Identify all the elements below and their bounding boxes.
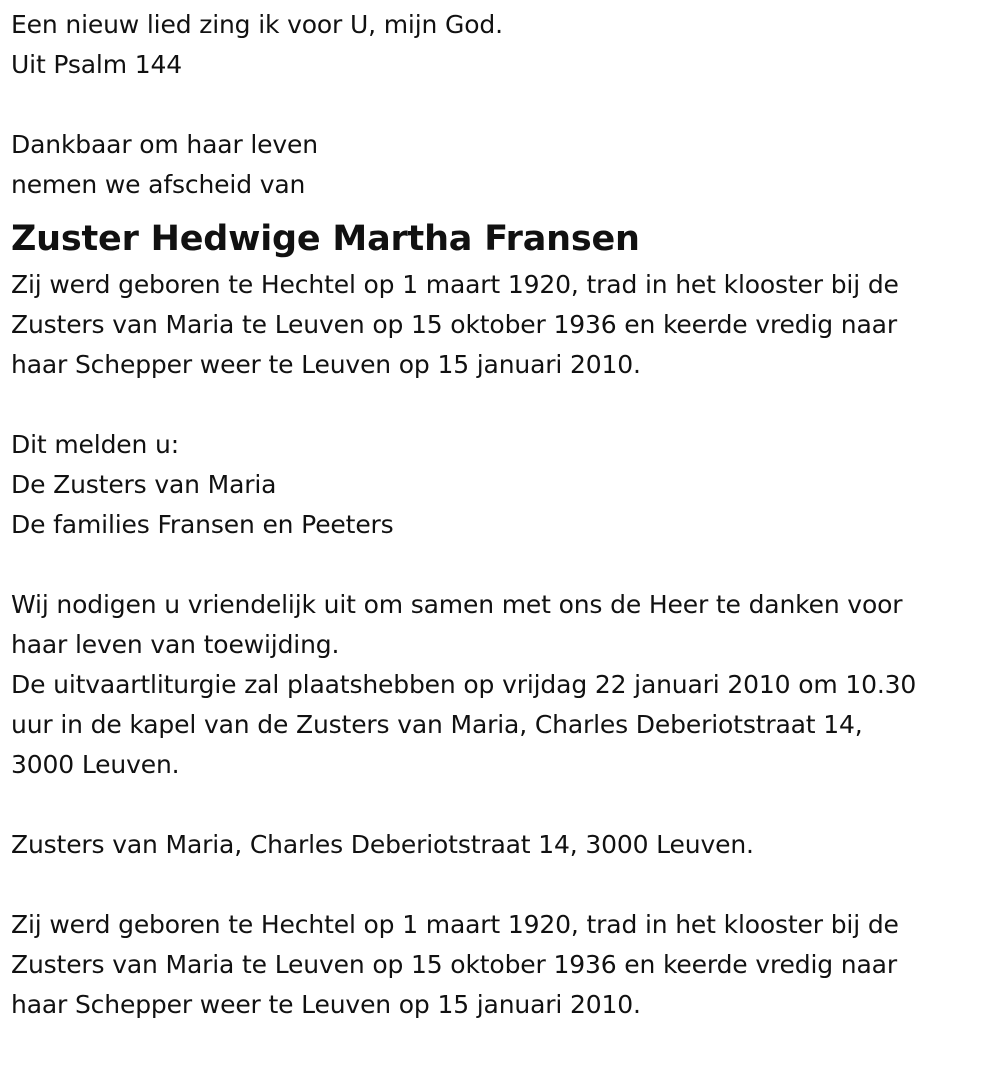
epigraph [11,5,990,85]
biography-repeat-line-3: haar Schepper weer te Leuven op 15 januari 2010. [11,990,641,1019]
announcers-heading: Dit melden u: [11,430,179,459]
biography-second [11,905,990,1025]
intro [11,125,990,205]
invitation-line-3: De uitvaartliturgie zal plaatshebben op vrijdag 22 januari 2010 om 10.30 [11,670,917,699]
invitation-line-5: 3000 Leuven. [11,750,180,779]
spacer [11,385,990,425]
biography-first [11,265,990,385]
intro-line-2: nemen we afscheid van [11,170,306,199]
spacer [11,785,990,825]
spacer [11,85,990,125]
announcer-1: De Zusters van Maria [11,470,277,499]
invitation-line-4: uur in de kapel van de Zusters van Maria, Charles Deberiotstraat 14, [11,710,863,739]
invitation-line-1: Wij nodigen u vriendelijk uit om samen met ons de Heer te danken voor [11,590,903,619]
deceased-name: Zuster Hedwige Martha Fransen [11,219,640,259]
spacer [11,545,990,585]
biography-line-3: haar Schepper weer te Leuven op 15 januari 2010. [11,350,641,379]
address: Zusters van Maria, Charles Deberiotstraat 14, 3000 Leuven. [11,830,754,859]
biography-repeat-line-2: Zusters van Maria te Leuven op 15 oktober 1936 en keerde vredig naar [11,950,897,979]
epigraph-line-1: Een nieuw lied zing ik voor U, mijn God. [11,10,503,39]
biography-line-2: Zusters van Maria te Leuven op 15 oktober 1936 en keerde vredig naar [11,310,897,339]
invitation-line-2: haar leven van toewijding. [11,630,340,659]
announcers [11,425,990,545]
biography-line-1: Zij werd geboren te Hechtel op 1 maart 1920, trad in het klooster bij de [11,270,899,299]
epigraph-source: Uit Psalm 144 [11,50,182,79]
intro-line-1: Dankbaar om haar leven [11,130,318,159]
spacer [11,865,990,905]
biography-repeat-line-1: Zij werd geboren te Hechtel op 1 maart 1920, trad in het klooster bij de [11,910,899,939]
announcer-2: De families Fransen en Peeters [11,510,394,539]
invitation [11,585,990,785]
